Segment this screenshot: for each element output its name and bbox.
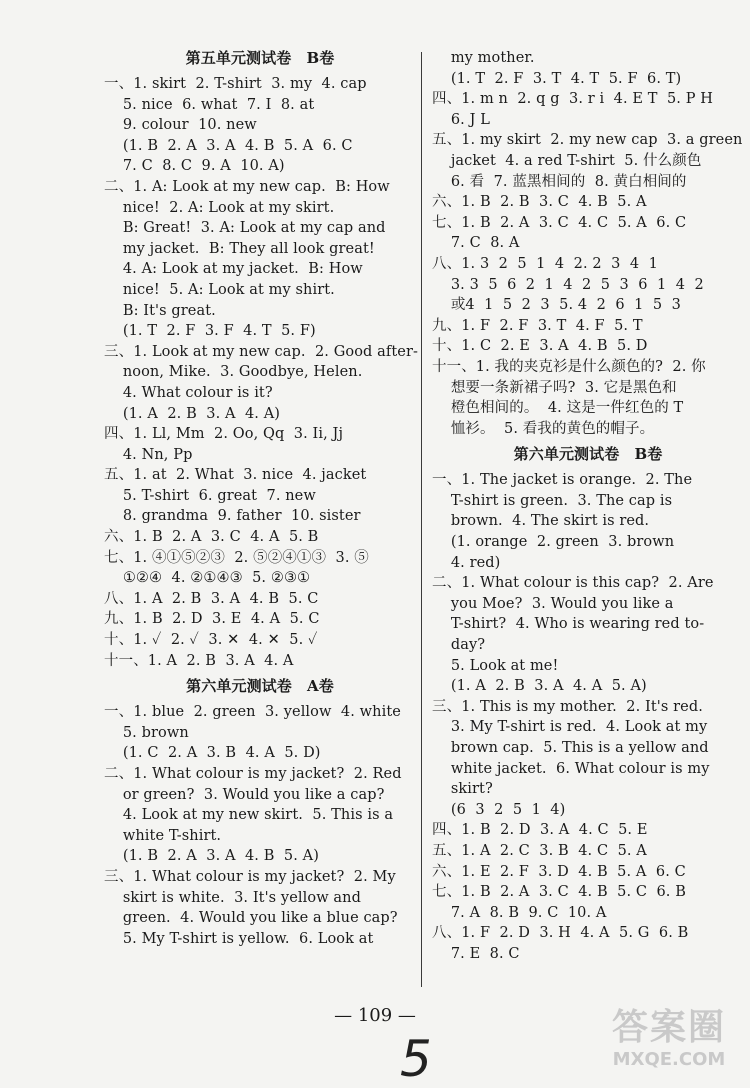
answer-line: 九、1. F 2. F 3. T 4. F 5. T	[432, 317, 643, 334]
answer-line: (1. C 2. A 3. B 4. A 5. D)	[104, 745, 321, 762]
answer-line: 八、1. F 2. D 3. H 4. A 5. G 6. B	[432, 925, 689, 942]
answer-line: green. 4. Would you like a blue cap?	[104, 910, 398, 927]
answer-line: skirt is white. 3. It's yellow and	[104, 889, 361, 906]
answer-line: 4. A: Look at my jacket. B: How	[104, 261, 363, 278]
answer-line: 六、1. E 2. F 3. D 4. B 5. A 6. C	[432, 863, 686, 880]
answer-line: (6 3 2 5 1 4)	[432, 801, 566, 818]
answer-line: 十一、1. A 2. B 3. A 4. A	[104, 652, 294, 669]
answer-line: 六、1. B 2. A 3. C 4. A 5. B	[104, 529, 319, 546]
answer-line: T-shirt is green. 3. The cap is	[432, 492, 673, 509]
answer-line: B: Great! 3. A: Look at my cap and	[104, 220, 386, 237]
answer-line: (1. T 2. F 3. F 4. T 5. F)	[104, 323, 316, 340]
answer-line: 八、1. 3 2 5 1 4 2. 2 3 4 1	[432, 255, 658, 272]
answer-line: 7. E 8. C	[432, 945, 520, 962]
answer-line: 七、1. B 2. A 3. C 4. C 5. A 6. C	[432, 214, 687, 231]
answer-line: day?	[432, 637, 486, 654]
answer-line: 五、1. my skirt 2. my new cap 3. a green	[432, 132, 743, 149]
answer-line: 五、1. at 2. What 3. nice 4. jacket	[104, 467, 367, 484]
answer-line: 二、1. What colour is this cap? 2. Are	[432, 575, 714, 592]
answer-line: 7. C 8. C 9. A 10. A)	[104, 158, 285, 175]
answer-line: 5. Look at me!	[432, 657, 559, 674]
answer-line: 十一、1. 我的夹克衫是什么颜色的? 2. 你	[432, 358, 706, 375]
answer-line: 7. A 8. B 9. C 10. A	[432, 904, 607, 921]
answer-line: 4. red)	[432, 554, 501, 571]
answer-line: 七、1. B 2. A 3. C 4. B 5. C 6. B	[432, 884, 686, 901]
answer-line: 四、1. m n 2. q g 3. r i 4. E T 5. P H	[432, 91, 714, 108]
answer-line: 5. My T-shirt is yellow. 6. Look at	[104, 930, 374, 947]
answer-line: 6. J L	[432, 111, 490, 128]
watermark-logo-text: 答案圈	[611, 1007, 726, 1048]
answer-line: (1. orange 2. green 3. brown	[432, 534, 675, 551]
answer-line: 想要一条新裙子吗? 3. 它是黑色和	[432, 379, 677, 396]
answer-line: 恤衫。 5. 看我的黄色的帽子。	[432, 420, 655, 437]
answer-line: 橙色相间的。 4. 这是一件红色的 T	[432, 400, 684, 417]
answer-line: 七、1. ④①⑤②③ 2. ⑤②④①③ 3. ⑤	[104, 549, 369, 566]
answer-line: white T-shirt.	[104, 827, 222, 844]
answer-line: (1. B 2. A 3. A 4. B 5. A)	[104, 848, 319, 865]
answer-line: 4. What colour is it?	[104, 384, 273, 401]
answer-line: brown. 4. The skirt is red.	[432, 513, 650, 530]
page-number: — 109 —	[334, 1005, 416, 1026]
answer-line: 五、1. A 2. C 3. B 4. C 5. A	[432, 842, 647, 859]
answer-line: (1. T 2. F 3. T 4. T 5. F 6. T)	[432, 70, 682, 87]
answer-line: 8. grandma 9. father 10. sister	[104, 508, 361, 525]
right-column	[432, 48, 744, 965]
answer-line: 四、1. Ll, Mm 2. Oo, Qq 3. Ii, Jj	[104, 426, 344, 443]
left-column	[104, 48, 419, 949]
answer-line: 十、1. ✓ 2. ✓ 3. ✕ 4. ✕ 5. ✓	[104, 632, 318, 649]
handwritten-mark: 5	[400, 1030, 432, 1088]
answer-line: or green? 3. Would you like a cap?	[104, 786, 385, 803]
answer-line: 六、1. B 2. B 3. C 4. B 5. A	[432, 194, 647, 211]
answer-line: 一、1. blue 2. green 3. yellow 4. white	[104, 704, 401, 721]
answer-line: jacket 4. a red T-shirt 5. 什么颜色	[432, 152, 702, 169]
answer-line: white jacket. 6. What colour is my	[432, 760, 710, 777]
answer-line: 4. Look at my new skirt. 5. This is a	[104, 807, 394, 824]
answer-line: T-shirt? 4. Who is wearing red to-	[432, 616, 705, 633]
answer-line: B: It's great.	[104, 302, 216, 319]
answer-line: brown cap. 5. This is a yellow and	[432, 740, 709, 756]
answer-line: 四、1. B 2. D 3. A 4. C 5. E	[432, 822, 648, 839]
answer-line: 3. My T-shirt is red. 4. Look at my	[432, 719, 708, 736]
answer-line: 5. T-shirt 6. great 7. new	[104, 487, 316, 504]
answer-line: 6. 看 7. 蓝黑相间的 8. 黄白相间的	[432, 173, 687, 190]
answer-line: 9. colour 10. new	[104, 117, 257, 134]
answer-line: 九、1. B 2. D 3. E 4. A 5. C	[104, 611, 320, 628]
answer-line: 八、1. A 2. B 3. A 4. B 5. C	[104, 590, 319, 607]
section-heading: 第五单元测试卷 B卷	[185, 49, 335, 67]
answer-line: skirt?	[432, 781, 493, 798]
answer-line: 7. C 8. A	[432, 235, 520, 252]
answer-line: 5. nice 6. what 7. I 8. at	[104, 96, 315, 113]
answer-line: 4. Nn, Pp	[104, 446, 193, 463]
answer-line: 一、1. The jacket is orange. 2. The	[432, 472, 693, 489]
answer-line: 二、1. What colour is my jacket? 2. Red	[104, 766, 402, 782]
section-heading: 第六单元测试卷 B卷	[513, 445, 663, 464]
answer-line: 一、1. skirt 2. T-shirt 3. my 4. cap	[104, 76, 367, 92]
answer-line: ①②④ 4. ②①④③ 5. ②③①	[104, 570, 311, 587]
column-divider	[421, 52, 422, 987]
answer-line: my mother.	[432, 50, 535, 66]
answer-line: (1. A 2. B 3. A 4. A)	[104, 405, 281, 422]
answer-line: (1. B 2. A 3. A 4. B 5. A 6. C	[104, 137, 353, 154]
answer-line: 三、1. Look at my new cap. 2. Good after-	[104, 343, 419, 360]
answer-line: 十、1. C 2. E 3. A 4. B 5. D	[432, 338, 648, 355]
answer-line: (1. A 2. B 3. A 4. A 5. A)	[432, 678, 647, 695]
answer-line: my jacket. B: They all look great!	[104, 240, 375, 257]
answer-line: 三、1. This is my mother. 2. It's red.	[432, 698, 703, 715]
watermark-logo	[594, 1006, 744, 1078]
answer-line: nice! 2. A: Look at my skirt.	[104, 199, 335, 216]
watermark-url: MXQE.COM	[612, 1049, 726, 1070]
answer-line: you Moe? 3. Would you like a	[432, 595, 674, 612]
answer-line: noon, Mike. 3. Goodbye, Helen.	[104, 364, 363, 381]
answer-line: 或4 1 5 2 3 5. 4 2 6 1 5 3	[432, 297, 681, 314]
answer-line: 二、1. A: Look at my new cap. B: How	[104, 178, 390, 195]
answer-line: 5. brown	[104, 724, 189, 741]
answer-line: nice! 5. A: Look at my shirt.	[104, 281, 335, 298]
answer-line: 3. 3 5 6 2 1 4 2 5 3 6 1 4 2	[432, 276, 704, 293]
section-heading: 第六单元测试卷 A卷	[186, 677, 334, 696]
answer-line: 三、1. What colour is my jacket? 2. My	[104, 868, 396, 885]
